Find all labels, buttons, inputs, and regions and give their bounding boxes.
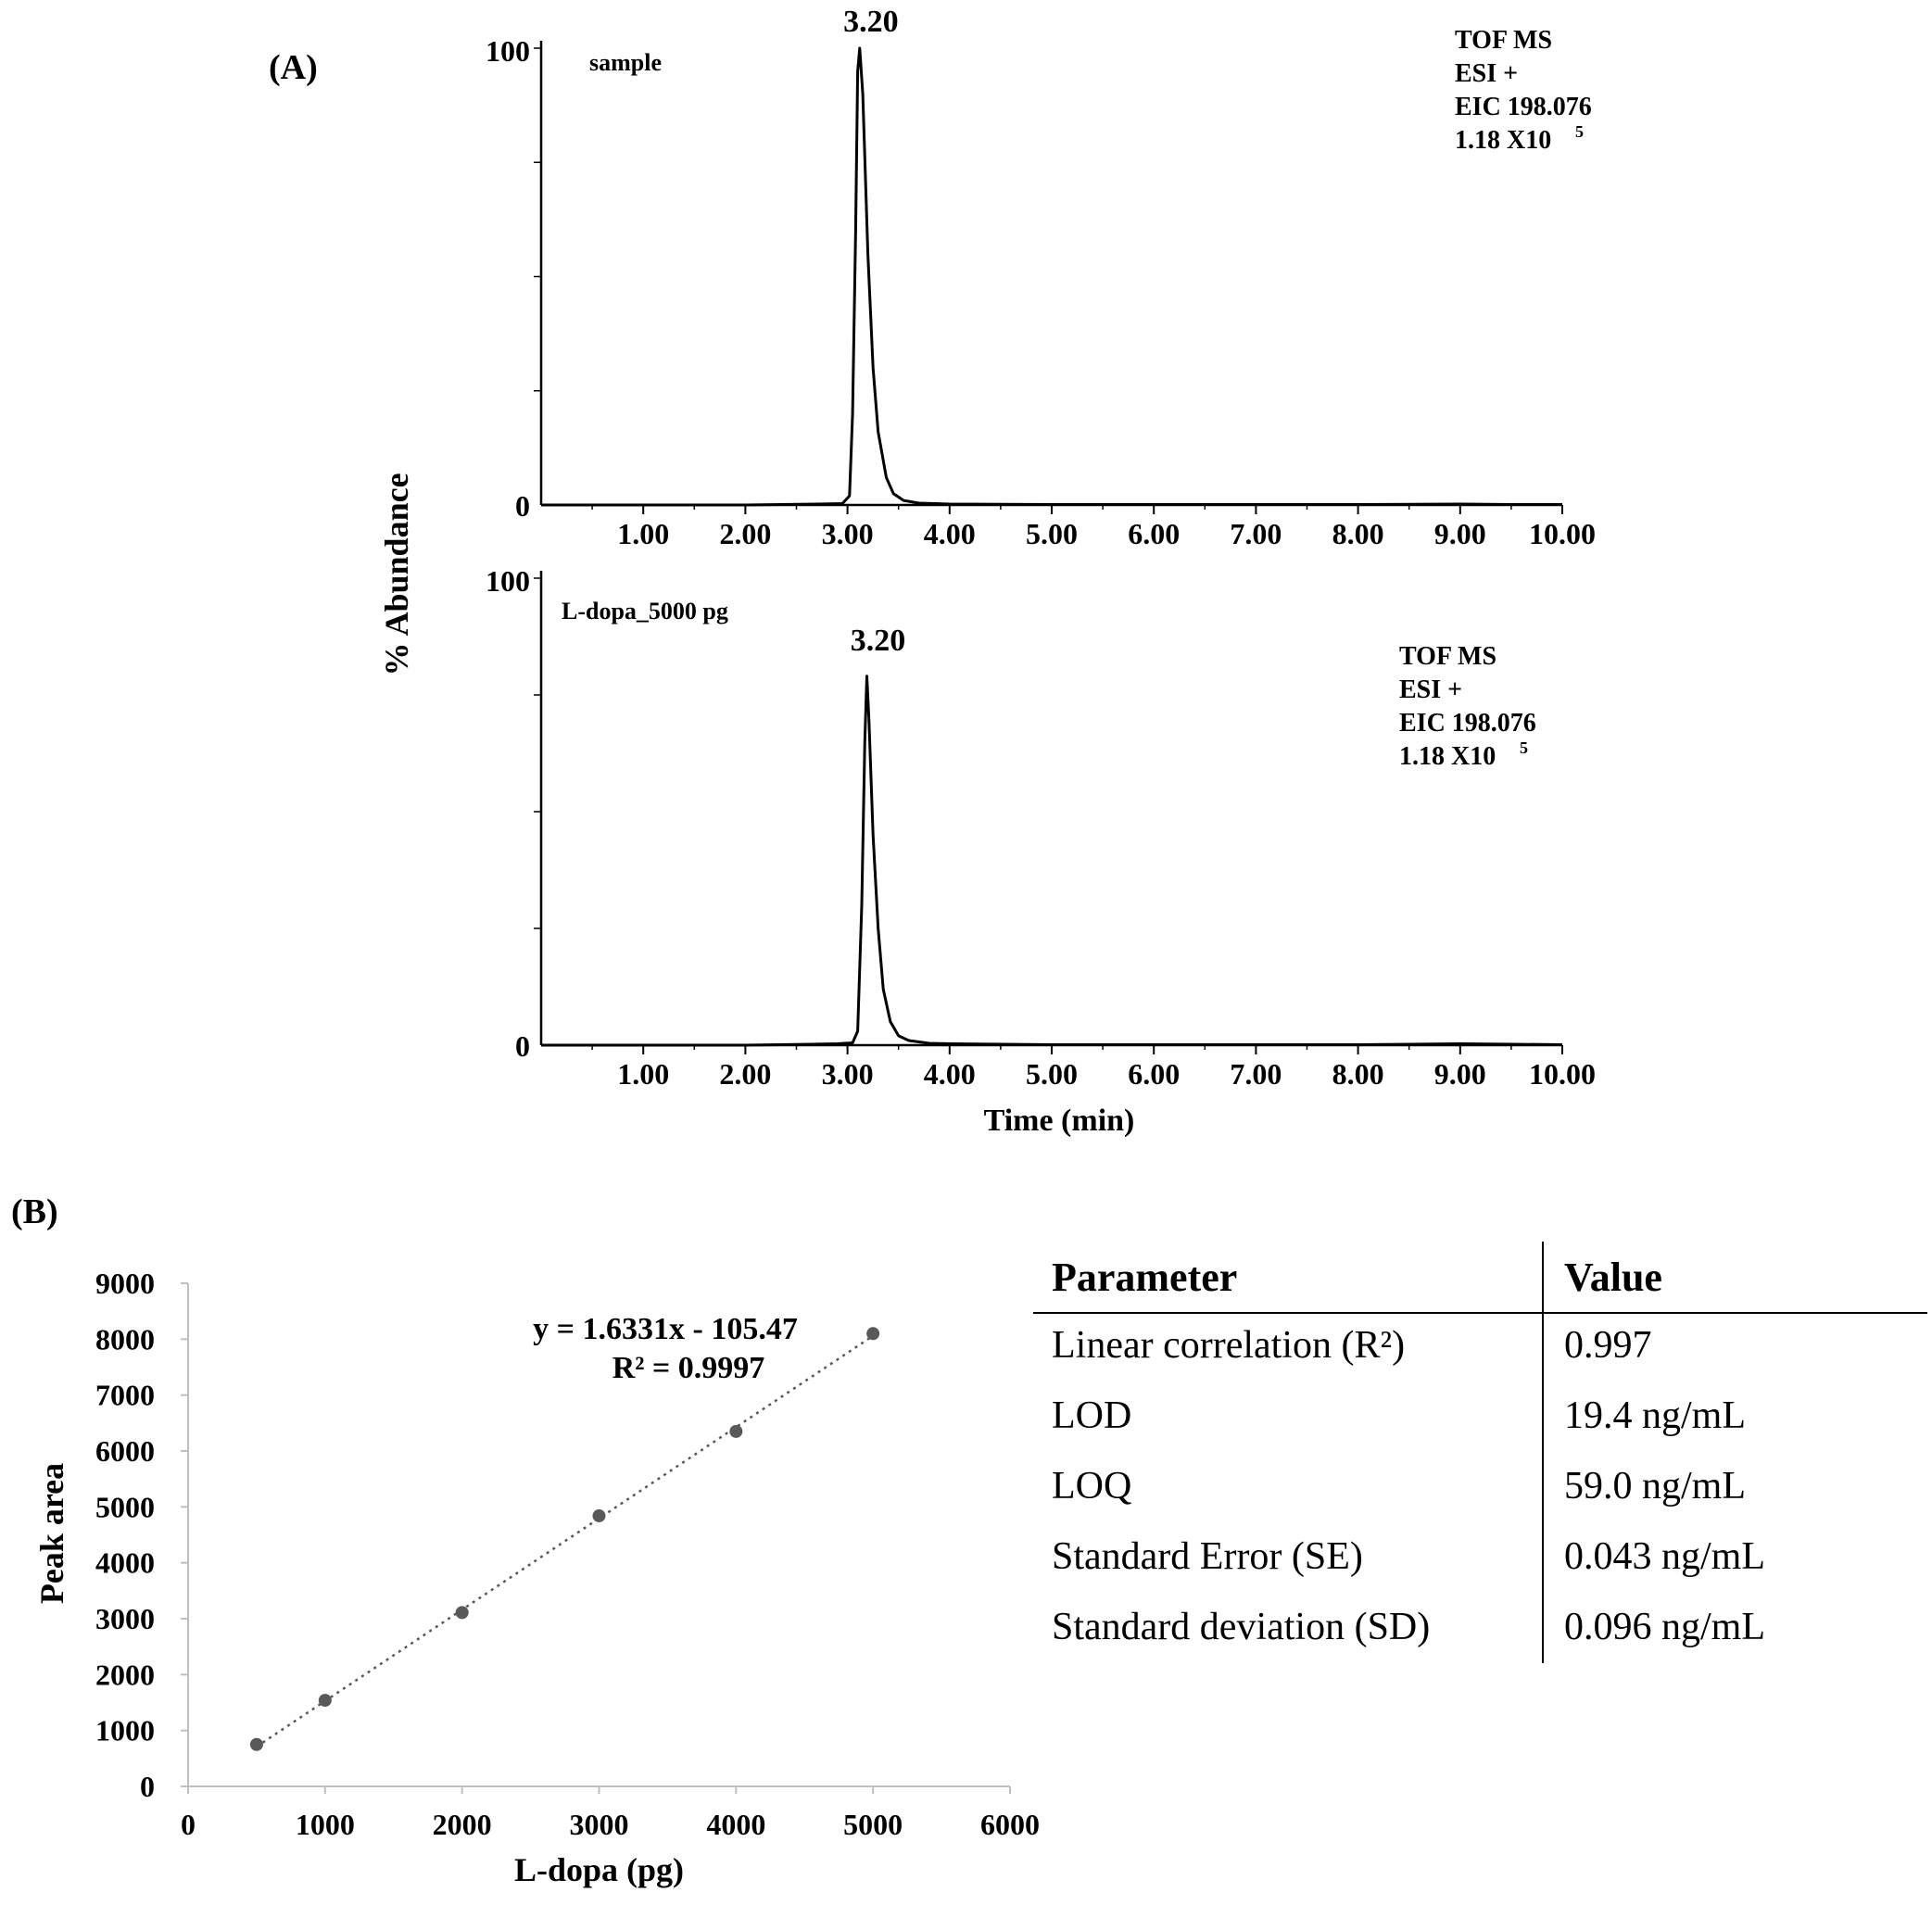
x-axis-label: Time (min) — [983, 1104, 1135, 1138]
x-tick-label: 8.00 — [1332, 517, 1384, 550]
x-tick-label: 10.00 — [1529, 1057, 1596, 1091]
instrument-annotation: 1.18 X10 — [1455, 126, 1552, 155]
data-point — [250, 1738, 263, 1751]
x-tick-label: 2.00 — [719, 1057, 772, 1091]
x-tick-label: 3.00 — [821, 517, 874, 550]
annotation-superscript: 5 — [1520, 738, 1528, 757]
x-tick-label: 5.00 — [1026, 517, 1078, 550]
peak-label: 3.20 — [843, 5, 899, 39]
panel-a-label: (A) — [269, 48, 318, 87]
data-point — [729, 1425, 742, 1438]
x-tick-label: 7.00 — [1230, 517, 1282, 550]
y-tick-label: 8000 — [95, 1322, 155, 1356]
table-header-cell: Parameter — [1052, 1255, 1238, 1300]
table-value-cell: 19.4 ng/mL — [1564, 1394, 1746, 1437]
table-value-cell: 59.0 ng/mL — [1564, 1465, 1746, 1508]
instrument-annotation: 1.18 X10 — [1399, 742, 1496, 771]
y-tick-label: 9000 — [95, 1267, 155, 1300]
table-parameter-cell: LOQ — [1052, 1465, 1132, 1508]
data-point — [456, 1606, 469, 1619]
x-tick-label: 2000 — [432, 1808, 492, 1841]
x-tick-label: 1.00 — [617, 1057, 670, 1091]
y-axis-label-text: Peak area — [33, 1462, 70, 1605]
x-tick-label: 2.00 — [719, 517, 772, 550]
x-tick-label: 6.00 — [1128, 517, 1181, 550]
y-tick-label: 2000 — [95, 1658, 155, 1692]
y-axis-label — [33, 1463, 70, 1604]
x-tick-label: 4000 — [706, 1808, 766, 1841]
panel-b-label: (B) — [11, 1192, 58, 1231]
y-tick-label: 0 — [140, 1770, 155, 1803]
x-tick-label: 6.00 — [1128, 1057, 1181, 1091]
instrument-annotation: ESI + — [1399, 675, 1463, 704]
table-value-cell: 0.997 — [1564, 1324, 1652, 1367]
chromatogram-trace — [541, 48, 1562, 505]
table-parameter-cell: Standard Error (SE) — [1052, 1535, 1363, 1578]
equation-label: y = 1.6331x - 105.47 — [533, 1312, 798, 1346]
x-tick-label: 5000 — [843, 1808, 903, 1841]
table-parameter-cell: Standard deviation (SD) — [1052, 1606, 1431, 1648]
table-value-cell: 0.096 ng/mL — [1564, 1606, 1765, 1648]
sample-label: L-dopa_5000 pg — [562, 598, 728, 624]
y-axis-label-text: % Abundance — [378, 473, 415, 676]
x-tick-label: 8.00 — [1332, 1057, 1384, 1091]
y-tick-label: 4000 — [95, 1545, 155, 1580]
y-tick-label: 6000 — [95, 1434, 155, 1468]
x-tick-label: 7.00 — [1230, 1057, 1282, 1091]
y-tick-label: 1000 — [95, 1713, 155, 1747]
x-tick-label: 1000 — [295, 1808, 355, 1841]
table-value-cell: 0.043 ng/mL — [1564, 1535, 1765, 1578]
chromatogram-standard — [486, 564, 1596, 1138]
chromatogram-sample — [486, 5, 1596, 550]
x-tick-label: 6000 — [980, 1808, 1040, 1841]
y-tick-label: 100 — [486, 564, 530, 598]
x-tick-label: 3000 — [569, 1808, 629, 1841]
y-tick-label: 0 — [515, 489, 530, 523]
instrument-annotation: EIC 198.076 — [1455, 93, 1592, 121]
x-tick-label: 4.00 — [923, 517, 976, 550]
peak-label: 3.20 — [850, 624, 906, 658]
instrument-annotation: ESI + — [1455, 59, 1519, 88]
table-parameter-cell: LOD — [1052, 1394, 1132, 1437]
table-parameter-cell: Linear correlation (R²) — [1052, 1324, 1406, 1367]
y-tick-label: 100 — [486, 34, 530, 68]
y-tick-label: 0 — [515, 1029, 530, 1063]
x-tick-label: 1.00 — [617, 517, 670, 550]
y-tick-label: 3000 — [95, 1602, 155, 1635]
x-tick-label: 0 — [181, 1808, 196, 1841]
x-axis-label: L-dopa (pg) — [513, 1851, 685, 1888]
x-tick-label: 9.00 — [1433, 1057, 1486, 1091]
x-tick-label: 3.00 — [821, 1057, 874, 1091]
x-tick-label: 10.00 — [1529, 517, 1596, 550]
data-point — [593, 1509, 606, 1522]
y-axis-label-abundance — [378, 473, 415, 675]
calibration-chart — [33, 1267, 1040, 1888]
instrument-annotation: EIC 198.076 — [1399, 709, 1536, 738]
x-tick-label: 9.00 — [1433, 517, 1486, 550]
r2-label: R² = 0.9997 — [612, 1351, 765, 1385]
x-tick-label: 5.00 — [1026, 1057, 1078, 1091]
data-point — [319, 1694, 332, 1707]
y-tick-label: 7000 — [95, 1378, 155, 1412]
data-point — [866, 1327, 879, 1340]
table-header-cell: Value — [1564, 1255, 1662, 1300]
sample-label: sample — [589, 49, 662, 76]
y-tick-label: 5000 — [95, 1490, 155, 1524]
instrument-annotation: TOF MS — [1455, 26, 1553, 55]
instrument-annotation: TOF MS — [1399, 642, 1497, 671]
trendline — [257, 1336, 873, 1747]
x-tick-label: 4.00 — [923, 1057, 976, 1091]
annotation-superscript: 5 — [1575, 122, 1584, 141]
